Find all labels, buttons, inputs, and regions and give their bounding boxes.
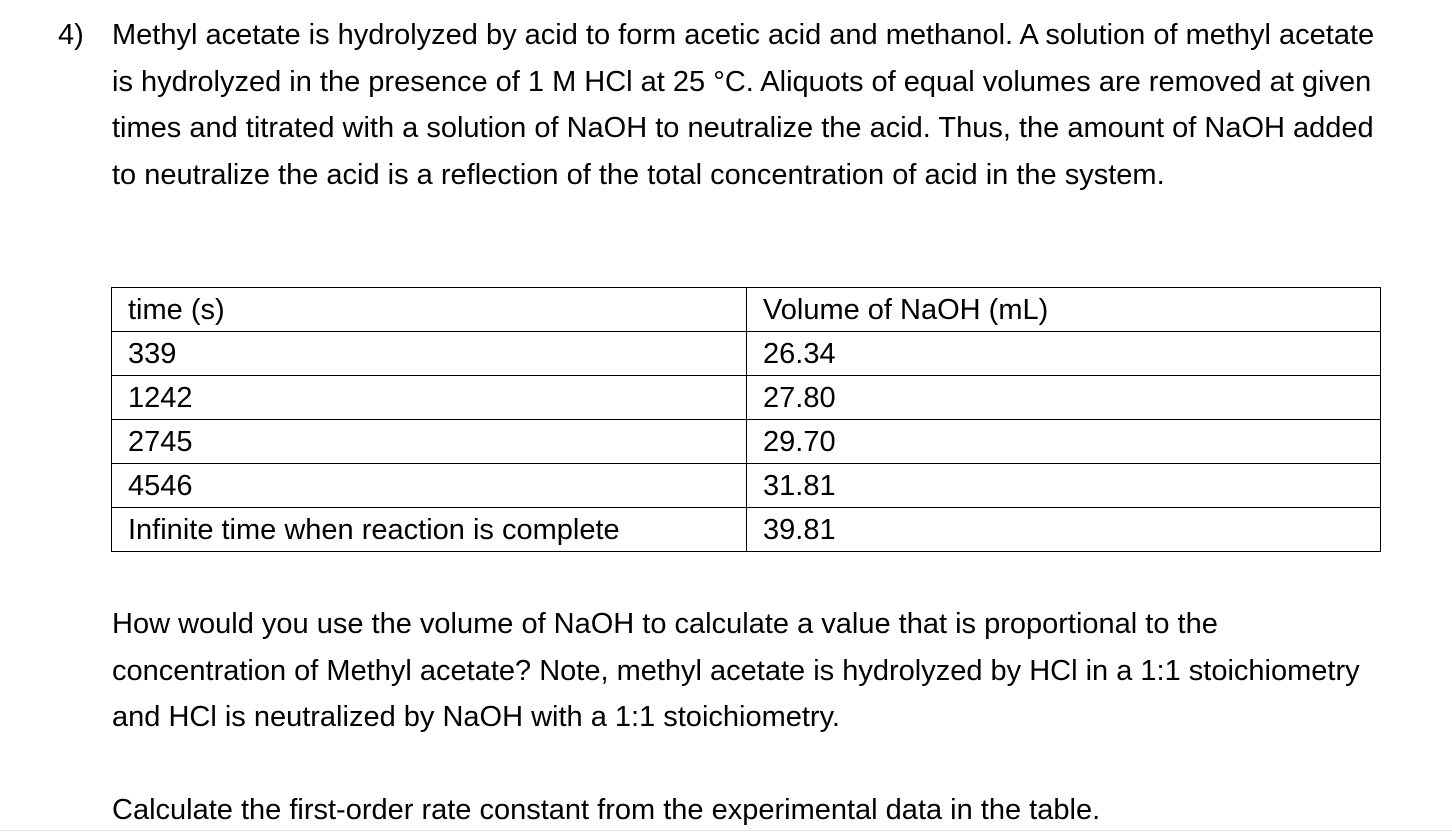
time-cell: 1242 — [112, 376, 747, 420]
data-table — [111, 287, 1381, 552]
time-cell: Infinite time when reaction is complete — [112, 508, 747, 552]
question-number: 4) — [58, 19, 84, 51]
volume-cell: 39.81 — [747, 508, 1381, 552]
table-row — [112, 332, 1381, 376]
volume-cell: 31.81 — [747, 464, 1381, 508]
table-row — [112, 508, 1381, 552]
header-time: time (s) — [112, 288, 747, 332]
volume-cell: 26.34 — [747, 332, 1381, 376]
time-cell: 4546 — [112, 464, 747, 508]
rate-question: Calculate the first-order rate constant from the experimental data in the table. — [112, 794, 1101, 826]
volume-cell: 27.80 — [747, 376, 1381, 420]
time-cell: 2745 — [112, 420, 747, 464]
table-row — [112, 464, 1381, 508]
question-intro: Methyl acetate is hydrolyzed by acid to form acetic acid and methanol. A solution of methyl acetate is hydrolyzed in the presence of 1 M HCl at 25 °C. Aliquots of equal volumes are removed at given times and titrated with a solution of NaOH to neutralize the acid. Thus, the amount of NaOH added to neutralize the acid is a reflection of the total concentration of acid in the system. — [112, 19, 1375, 191]
header-volume: Volume of NaOH (mL) — [747, 288, 1381, 332]
volume-question: How would you use the volume of NaOH to calculate a value that is proportional to the concentration of Methyl acetate? Note, methyl acetate is hydrolyzed by HCl in a 1:1 stoichiometry and HCl is neutralized by NaOH with a 1:1 stoichiometry. — [112, 608, 1360, 733]
table-row — [112, 376, 1381, 420]
page-bottom-divider — [0, 830, 1452, 831]
volume-cell: 29.70 — [747, 420, 1381, 464]
time-cell: 339 — [112, 332, 747, 376]
table-row — [112, 420, 1381, 464]
table-header-row — [112, 288, 1381, 332]
